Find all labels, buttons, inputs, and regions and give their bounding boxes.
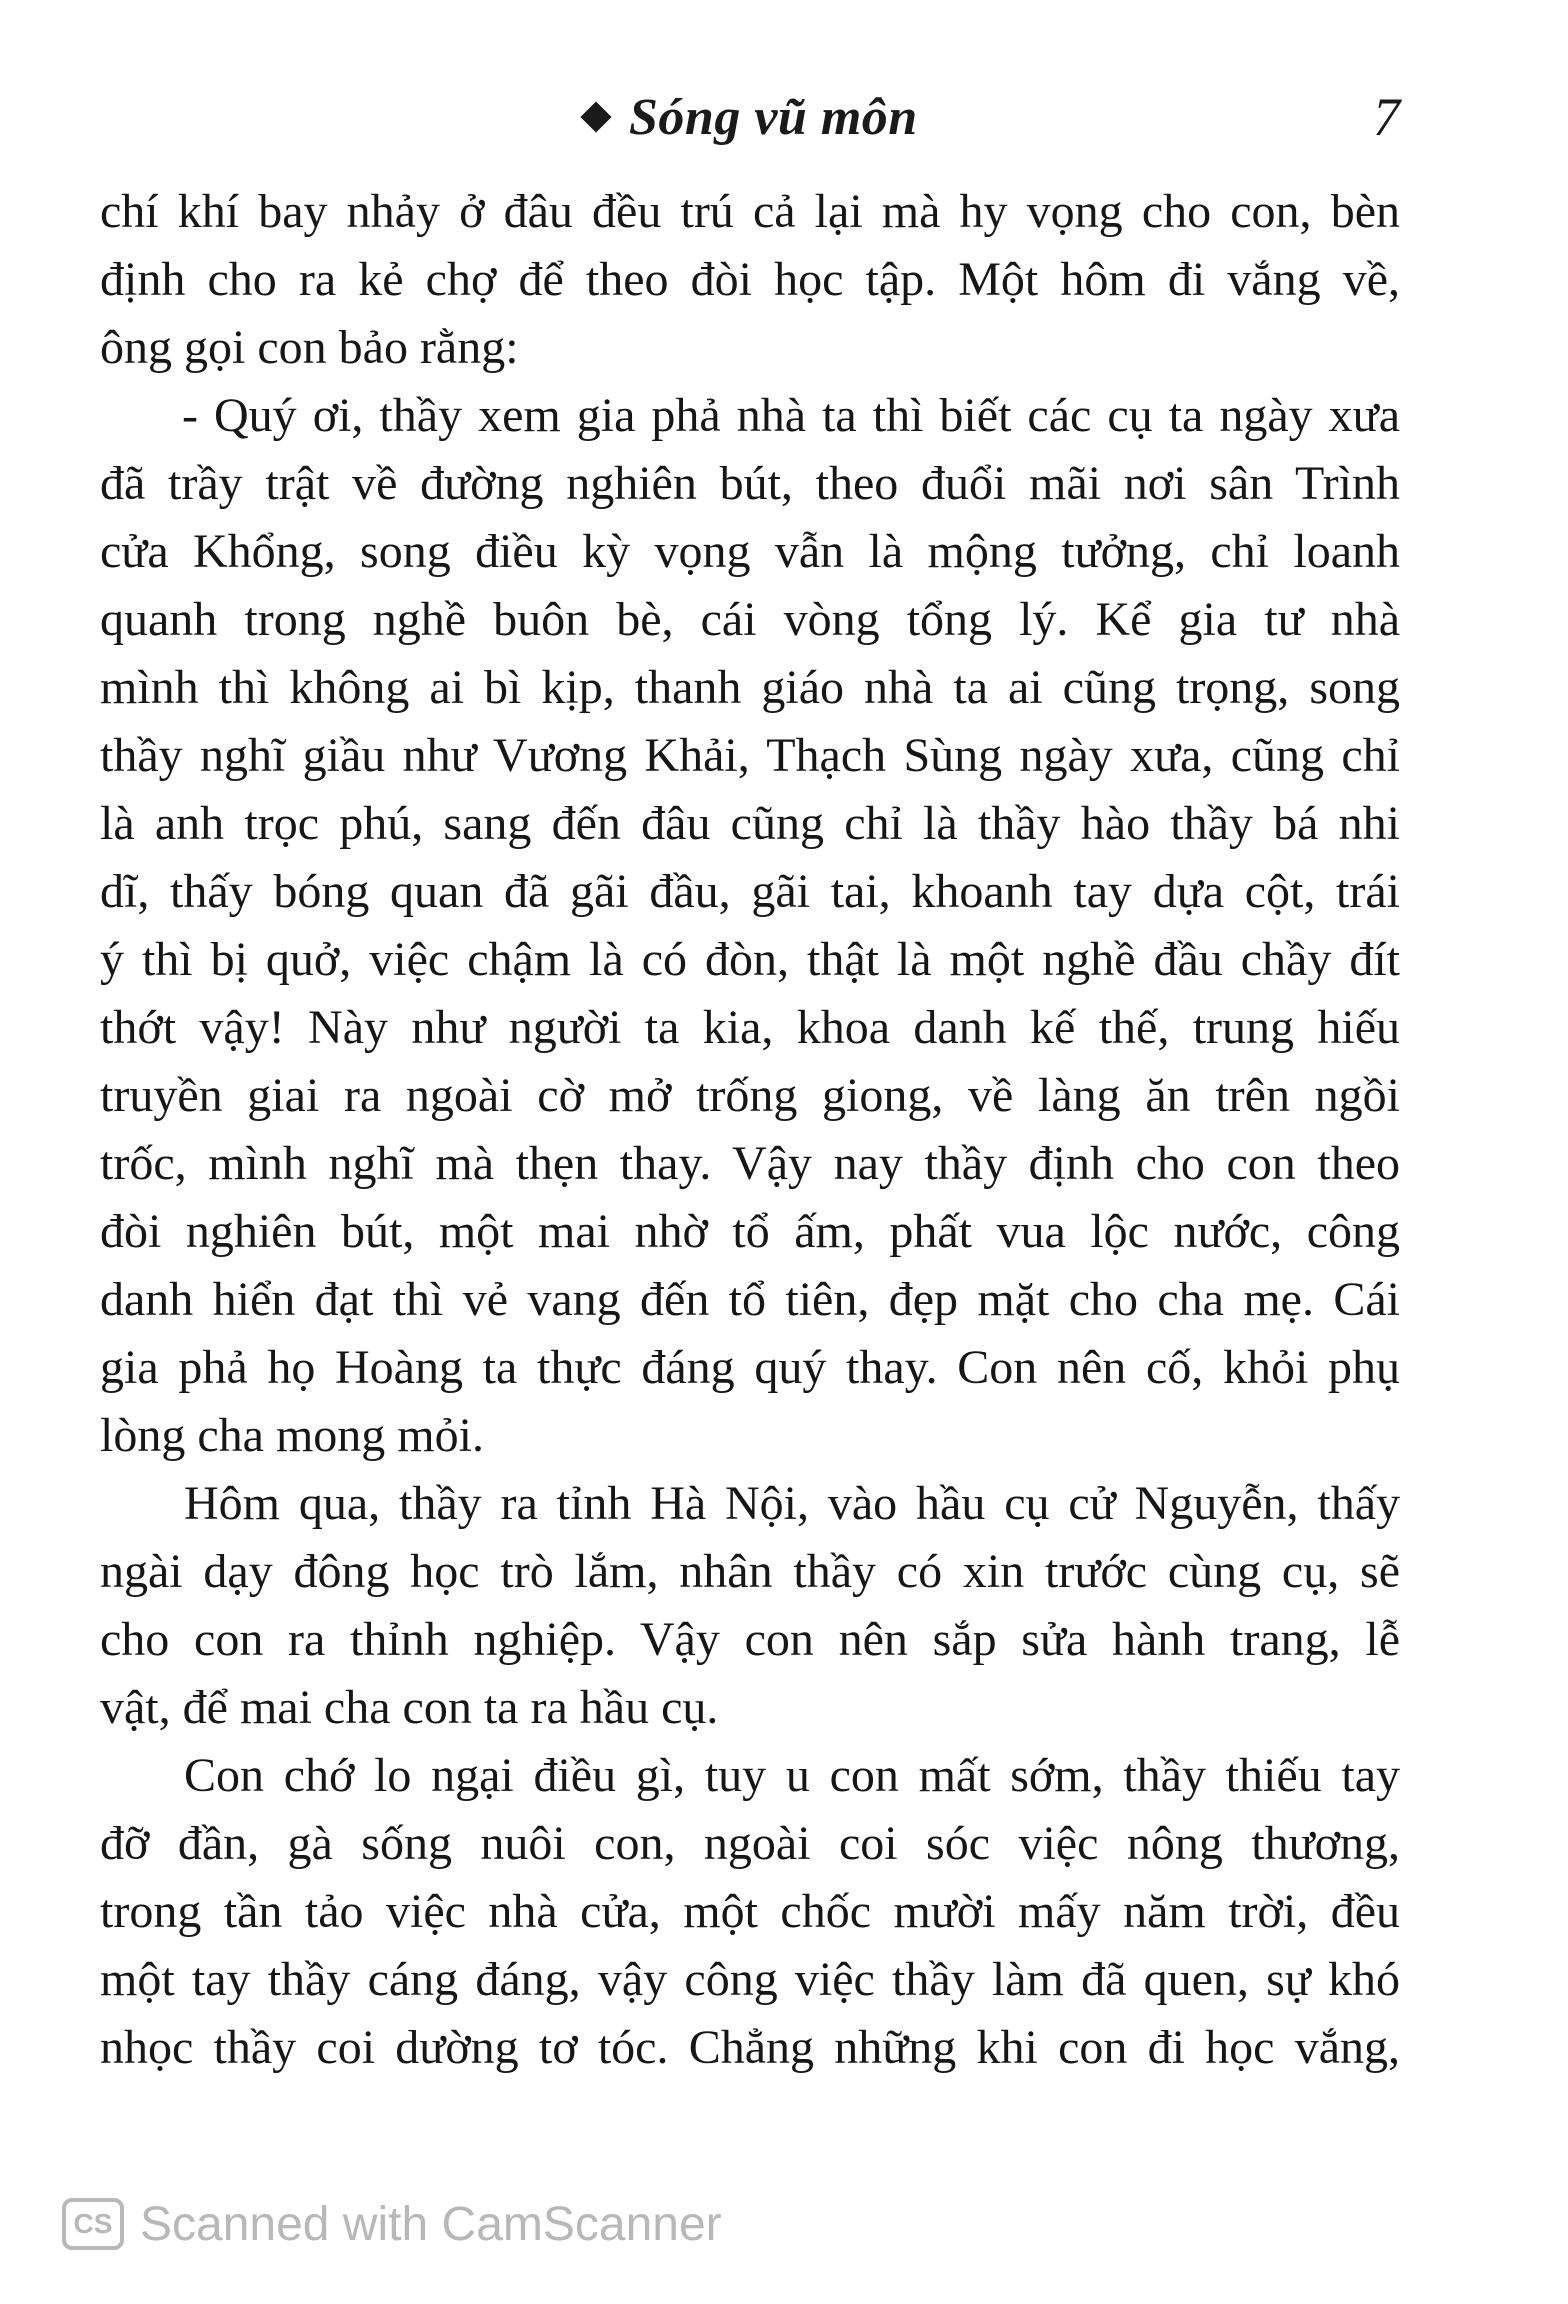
page-header	[0, 82, 1568, 152]
text-line: ông gọi con bảo rằng:	[100, 321, 519, 374]
page-number: 7	[1373, 87, 1400, 147]
text-line: vật, để mai cha con ta ra hầu cụ.	[100, 1681, 719, 1734]
text-line: là anh trọc phú, sang đến đâu cũng chỉ là thầy hào thầy bá nhi	[100, 797, 1400, 850]
text-line: lòng cha mong mỏi.	[100, 1409, 484, 1462]
text-line: danh hiển đạt thì vẻ vang đến tổ tiên, đẹp mặt cho cha mẹ. Cái	[100, 1273, 1400, 1326]
text-line: cửa Khổng, song điều kỳ vọng vẫn là mộng tưởng, chỉ loanh	[100, 525, 1400, 578]
text-line: đỡ đần, gà sống nuôi con, ngoài coi sóc việc nông thương,	[100, 1817, 1400, 1870]
text-line: ý thì bị quở, việc chậm là có đòn, thật là một nghề đầu chầy đít	[100, 933, 1400, 986]
text-line: thầy nghĩ giầu như Vương Khải, Thạch Sùng ngày xưa, cũng chỉ	[100, 729, 1400, 782]
text-line: định cho ra kẻ chợ để theo đòi học tập. Một hôm đi vắng về,	[100, 253, 1400, 306]
text-line: chí khí bay nhảy ở đâu đều trú cả lại mà hy vọng cho con, bèn	[100, 185, 1400, 238]
text-line: gia phả họ Hoàng ta thực đáng quý thay. Con nên cố, khỏi phụ	[100, 1341, 1400, 1394]
text-line: trong tần tảo việc nhà cửa, một chốc mười mấy năm trời, đều	[100, 1885, 1400, 1938]
camscanner-logo-icon: CS	[62, 2198, 124, 2250]
text-line: quanh trong nghề buôn bè, cái vòng tổng lý. Kể gia tư nhà	[100, 593, 1400, 646]
text-line: truyền giai ra ngoài cờ mở trống giong, về làng ăn trên ngồi	[100, 1069, 1400, 1122]
text-line: Hôm qua, thầy ra tỉnh Hà Nội, vào hầu cụ cử Nguyễn, thấy	[184, 1477, 1400, 1530]
text-line: mình thì không ai bì kịp, thanh giáo nhà ta ai cũng trọng, song	[100, 661, 1400, 714]
text-line: đã trầy trật về đường nghiên bút, theo đuổi mãi nơi sân Trình	[100, 457, 1400, 510]
scanner-watermark	[62, 2192, 722, 2256]
watermark-text: Scanned with CamScanner	[140, 2197, 722, 2251]
text-line: Con chớ lo ngại điều gì, tuy u con mất sớm, thầy thiếu tay	[184, 1749, 1400, 1802]
text-line: thớt vậy! Này như người ta kia, khoa danh kế thế, trung hiếu	[100, 1001, 1400, 1054]
text-line: - Quý ơi, thầy xem gia phả nhà ta thì biết các cụ ta ngày xưa	[182, 389, 1400, 442]
body-text	[100, 178, 1400, 2082]
text-line: trốc, mình nghĩ mà thẹn thay. Vậy nay thầy định cho con theo	[100, 1137, 1400, 1190]
running-title: Sóng vũ môn	[629, 88, 918, 146]
text-line: đòi nghiên bút, một mai nhờ tổ ấm, phất vua lộc nước, công	[100, 1205, 1400, 1258]
running-head	[585, 82, 918, 152]
text-line: nhọc thầy coi dường tơ tóc. Chẳng những khi con đi học vắng,	[100, 2021, 1400, 2074]
text-line: cho con ra thỉnh nghiệp. Vậy con nên sắp sửa hành trang, lễ	[100, 1613, 1400, 1666]
text-line: ngài dạy đông học trò lắm, nhân thầy có xin trước cùng cụ, sẽ	[100, 1545, 1400, 1598]
text-line: dĩ, thấy bóng quan đã gãi đầu, gãi tai, khoanh tay dựa cột, trái	[100, 865, 1400, 918]
diamond-ornament-icon	[580, 101, 611, 132]
text-line: một tay thầy cáng đáng, vậy công việc thầy làm đã quen, sự khó	[100, 1953, 1400, 2006]
